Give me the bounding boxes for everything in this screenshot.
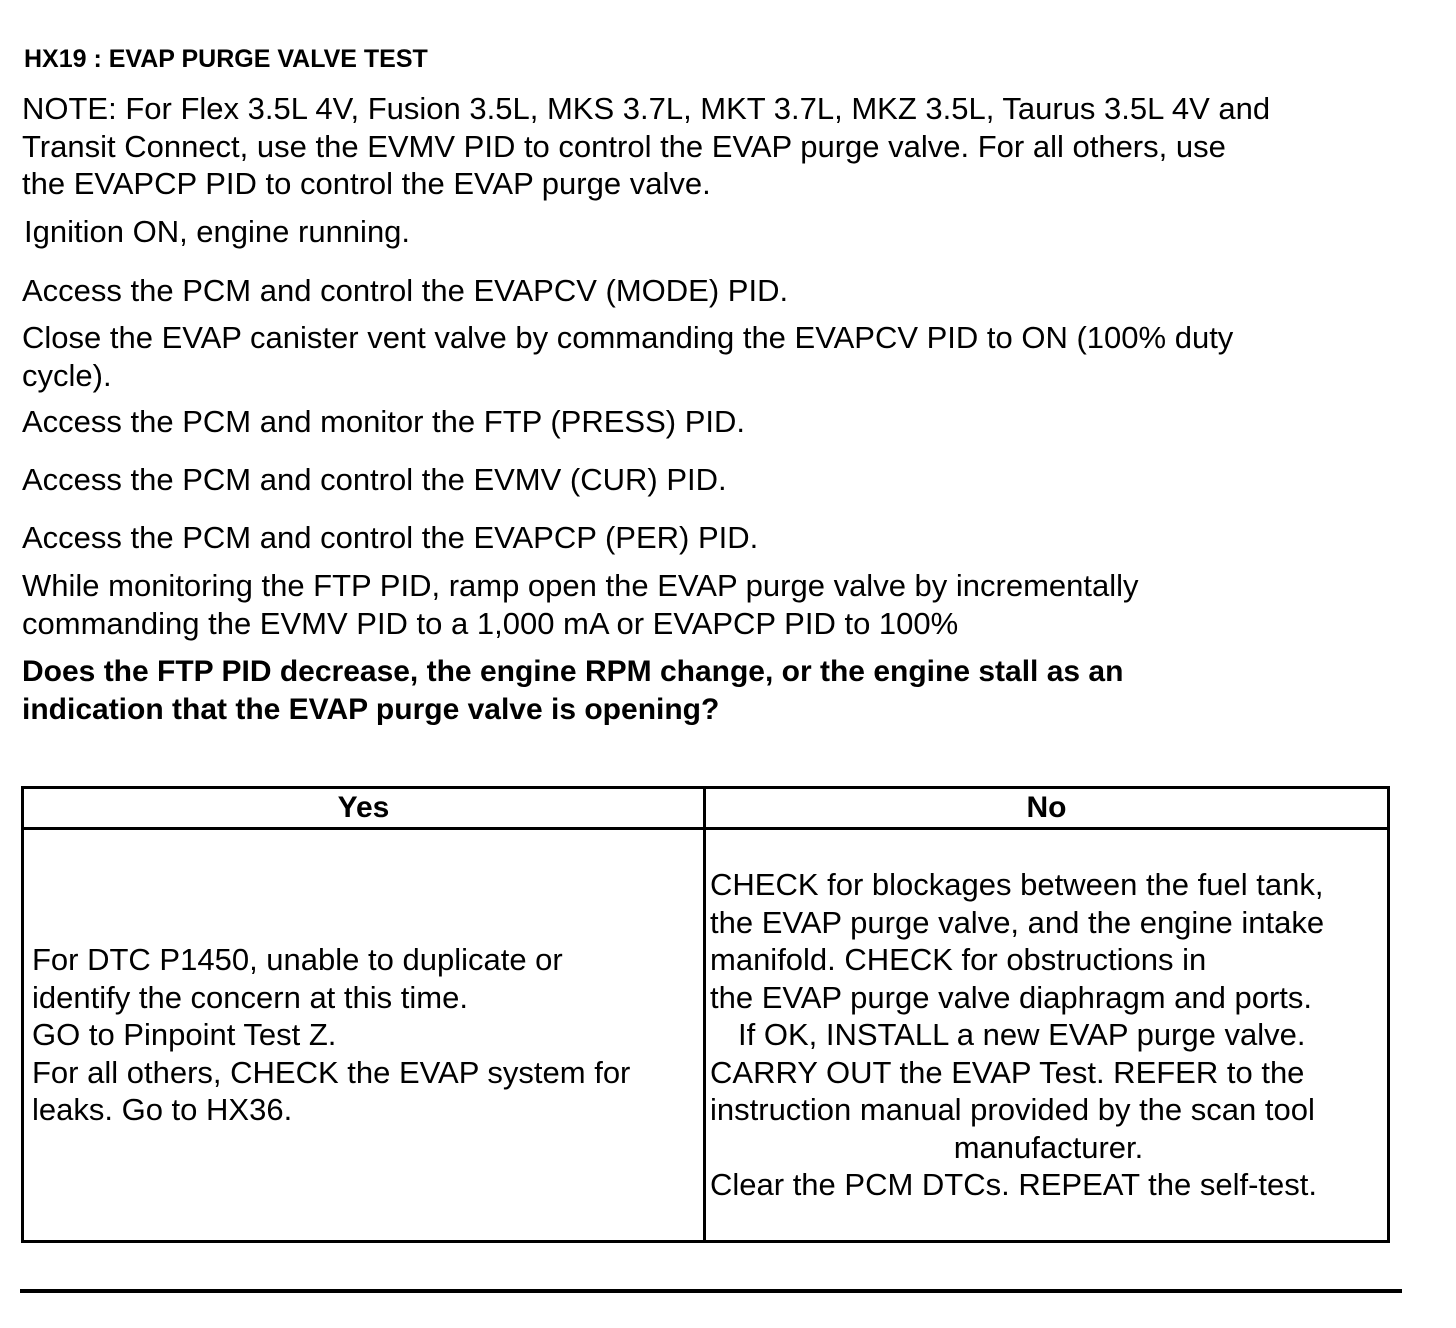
question-line: Does the FTP PID decrease, the engine RPM change, or the engine stall as an: [22, 655, 1124, 688]
no-line: CARRY OUT the EVAP Test. REFER to the: [710, 1054, 1305, 1090]
no-result-cell: [705, 829, 1389, 1242]
no-line: manifold. CHECK for obstructions in: [710, 942, 1207, 978]
note-line: Transit Connect, use the EVMV PID to control the EVAP purge valve. For all others, use: [22, 128, 1226, 164]
step-line: Access the PCM and control the EVAPCV (MODE) PID.: [22, 273, 789, 308]
no-line: Clear the PCM DTCs. REPEAT the self-test.: [710, 1167, 1317, 1203]
step-line: cycle).: [22, 357, 112, 393]
step-line: Access the PCM and control the EVAPCP (PER) PID.: [22, 520, 759, 555]
note-paragraph: [22, 90, 1270, 203]
step-line: Access the PCM and control the EVMV (CUR) PID.: [22, 462, 727, 497]
note-line: NOTE: For Flex 3.5L 4V, Fusion 3.5L, MKS 3.7L, MKT 3.7L, MKZ 3.5L, Taurus 3.5L 4V and: [22, 91, 1271, 126]
yes-line: leaks. Go to HX36.: [32, 1092, 293, 1128]
step-line: Access the PCM and monitor the FTP (PRESS) PID.: [22, 404, 746, 439]
no-column-header: No: [705, 788, 1389, 829]
note-line: the EVAPCP PID to control the EVAP purge valve.: [22, 166, 711, 201]
step-line: While monitoring the FTP PID, ramp open the EVAP purge valve by incrementally: [22, 568, 1139, 603]
step-ramp-purge-valve: [22, 567, 1139, 642]
step-close-vent-valve: [22, 319, 1233, 394]
step-line: Close the EVAP canister vent valve by commanding the EVAPCV PID to ON (100% duty: [22, 320, 1234, 355]
yes-column-header: Yes: [23, 788, 705, 829]
ignition-condition: Ignition ON, engine running.: [24, 214, 411, 249]
yes-line: GO to Pinpoint Test Z.: [32, 1017, 337, 1053]
step-control-evapcv: [22, 272, 788, 310]
test-title: HX19 : EVAP PURGE VALVE TEST: [24, 45, 428, 73]
result-table: [21, 786, 1390, 1243]
no-line: If OK, INSTALL a new EVAP purge valve.: [738, 1017, 1306, 1053]
yes-line: For DTC P1450, unable to duplicate or: [32, 942, 563, 978]
yes-result-cell: [23, 829, 705, 1242]
step-line: commanding the EVMV PID to a 1,000 mA or EVAPCP PID to 100%: [22, 605, 959, 641]
no-line: the EVAP purge valve diaphragm and ports.: [710, 979, 1313, 1015]
step-control-evapcp: [22, 519, 758, 557]
no-line: manufacturer.: [953, 1129, 1144, 1165]
bottom-divider: [20, 1289, 1402, 1293]
no-line: CHECK for blockages between the fuel tank,: [710, 867, 1324, 903]
step-monitor-ftp: [22, 403, 745, 441]
result-table-header-row: [23, 788, 1389, 829]
yes-line: identify the concern at this time.: [32, 979, 468, 1015]
no-line: the EVAP purge valve, and the engine intake: [710, 904, 1325, 940]
result-table-row: [23, 829, 1389, 1242]
test-question: [22, 653, 1123, 728]
question-line: indication that the EVAP purge valve is opening?: [22, 692, 720, 726]
step-control-evmv: [22, 461, 727, 499]
yes-line: For all others, CHECK the EVAP system for: [32, 1054, 631, 1090]
no-line: instruction manual provided by the scan tool: [710, 1092, 1315, 1128]
